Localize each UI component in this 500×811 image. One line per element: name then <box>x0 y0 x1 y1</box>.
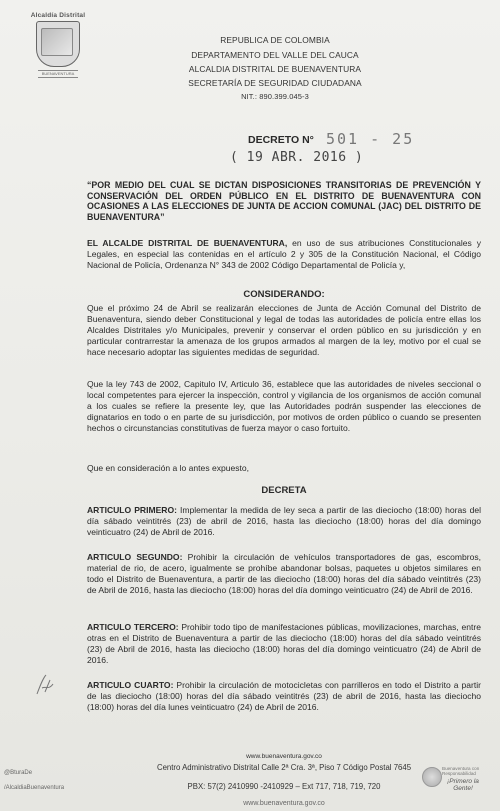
article-4-text: Prohibir la circulación de motocicletas con parrilleros en todo el Distrito a partir de las dieciocho (18:00) horas del día sábado veintitrés (23) de abril de 2016, hasta las dieciocho (18:00) horas del día lunes veinticuatro (24) de Abril de 2016. <box>87 680 481 712</box>
article-1-label: ARTICULO PRIMERO: <box>87 505 177 515</box>
alcaldia-logo <box>28 12 88 94</box>
twitter-handle: @BturaDe <box>4 770 33 776</box>
initials-signature <box>34 672 56 698</box>
considerando-paragraph-3: Que en consideración a lo antes expuesto, <box>87 463 250 473</box>
article-3-label: ARTICULO TERCERO: <box>87 622 179 632</box>
article-2 <box>87 552 481 596</box>
footer-phone: PBX: 57(2) 2410990 -2410929 – Ext 717, 718, 719, 720 <box>187 782 381 791</box>
article-1 <box>87 505 481 538</box>
article-4-label: ARTICULO CUARTO: <box>87 680 174 690</box>
intro-text: en uso de sus atribuciones Constitucionales y Legales, en especial las contenidas en el artículo 2 y 305 de la Constitución Nacional, el Código Nacional de Policía, Ordenanza N° 343 de 2002 Código Departamental de Policía y, <box>87 238 481 270</box>
decreta-heading: DECRETA <box>261 485 307 496</box>
slogan-logo-text: Buenaventura con Responsabilidad <box>442 766 480 776</box>
facebook-handle: /AlcaldiaBuenaventura <box>4 785 65 791</box>
decree-date-stamp: ( 19 ABR. 2016 ) <box>230 150 364 165</box>
header-secretaria: SECRETARÍA DE SEGURIDAD CIUDADANA <box>188 78 362 88</box>
seal-icon <box>422 767 442 787</box>
article-3-text: Prohibir todo tipo de manifestaciones públicas, movilizaciones, marchas, entre otras en el Distrito de Buenaventura a partir de las dieciocho (18:00) horas del día sábado veintitrés (23) de Abril de 2016, hasta las dieciocho (18:00) horas del día domingo veinticuatro (24) de Abril de 2016. <box>87 622 481 665</box>
footer-address: Centro Administrativo Distrital Calle 2ª Cra. 3ª, Piso 7 Código Postal 7645 <box>156 763 412 772</box>
article-1-text: Implementar la medida de ley seca a partir de las dieciocho (18:00) horas del día sábado veintitrés (23) de abril de 2016, hasta las dieciocho (18:00) horas del día domingo veinticuatro (24) de Abril de 2016. <box>87 505 481 537</box>
decree-number-stamp: 501 - 25 <box>326 130 415 148</box>
footer-web: www.buenaventura.gov.co <box>246 753 322 760</box>
header-country: REPUBLICA DE COLOMBIA <box>220 35 330 45</box>
intro-paragraph <box>87 238 481 271</box>
article-2-label: ARTICULO SEGUNDO: <box>87 552 183 562</box>
footer-web-bottom: www.buenaventura.gov.co <box>243 800 325 807</box>
intro-authority: EL ALCALDE DISTRITAL DE BUENAVENTURA, <box>87 238 288 248</box>
buenaventura-slogan-logo <box>420 763 484 797</box>
slogan-logo-motto: ¡Primero la Gente! <box>447 778 479 792</box>
article-2-text: Prohibir la circulación de vehículos transportadores de gas, escombros, material de rio, de acero, igualmente se prohíbe abandonar bolsas, paquetes u objetos similares en todo el Distrito de Buenaventura, a partir de las dieciocho (18:00) horas del día sábado veintitrés (23) de Abril de 2016, hasta las dieciocho (18:00) horas del día domingo veinticuatro (24) de Abril de 2016. <box>87 552 481 595</box>
considerando-paragraph-1: Que el próximo 24 de Abril se realizarán elecciones de Junta de Acción Comunal del Distrito de Buenaventura, siendo deber Constitucional y legal de todas las autoridades de policía entre ellas los Alcaldes Distritales y/o Municipales, prevenir y conservar el orden público en su jurisdicción y en particular contrarrestar la amenaza de los grupos armados al margen de la ley, motivo por el cual se hace necesario adoptar las siguientes medidas de seguridad. <box>87 303 481 357</box>
header-department: DEPARTAMENTO DEL VALLE DEL CAUCA <box>191 50 359 60</box>
logo-title: Alcaldía Distrital <box>30 12 86 19</box>
header-alcaldia: ALCALDIA DISTRITAL DE BUENAVENTURA <box>188 64 362 74</box>
considerando-paragraph-2: Que la ley 743 de 2002, Capitulo IV, Articulo 36, establece que las autoridades de niveles seccional o local competentes para ejercer la inspección, control y vigilancia de los organismos de acción comunal a los cuales se refiere la presente ley, que las Autoridades podrán suspender las elecciones de dignatarios en todo o en parte de su jurisdicción, por motivos de orden público o cuando se presenten hechos o circunstancias constitutivas de fuerza mayor o caso fortuito. <box>87 379 481 433</box>
shield-icon <box>36 21 80 67</box>
considerando-heading: CONSIDERANDO: <box>243 289 325 300</box>
decree-title: “POR MEDIO DEL CUAL SE DICTAN DISPOSICIONES TRANSITORIAS DE PREVENCIÓN Y CONSERVACIÓN DEL ORDEN PÚBLICO EN EL DISTRITO DE BUENAVENTURA CON OCASIONES A LAS ELECCIONES DE JUNTA DE ACCION COMUNAL (JAC) DEL DISTRITO DE BUENAVENTURA” <box>87 180 481 222</box>
header-nit: NIT.: 890.399.045-3 <box>241 92 309 101</box>
article-3 <box>87 622 481 666</box>
article-4 <box>87 680 481 713</box>
logo-ribbon: BUENAVENTURA <box>38 70 78 78</box>
decree-label: DECRETO N° <box>248 134 314 146</box>
